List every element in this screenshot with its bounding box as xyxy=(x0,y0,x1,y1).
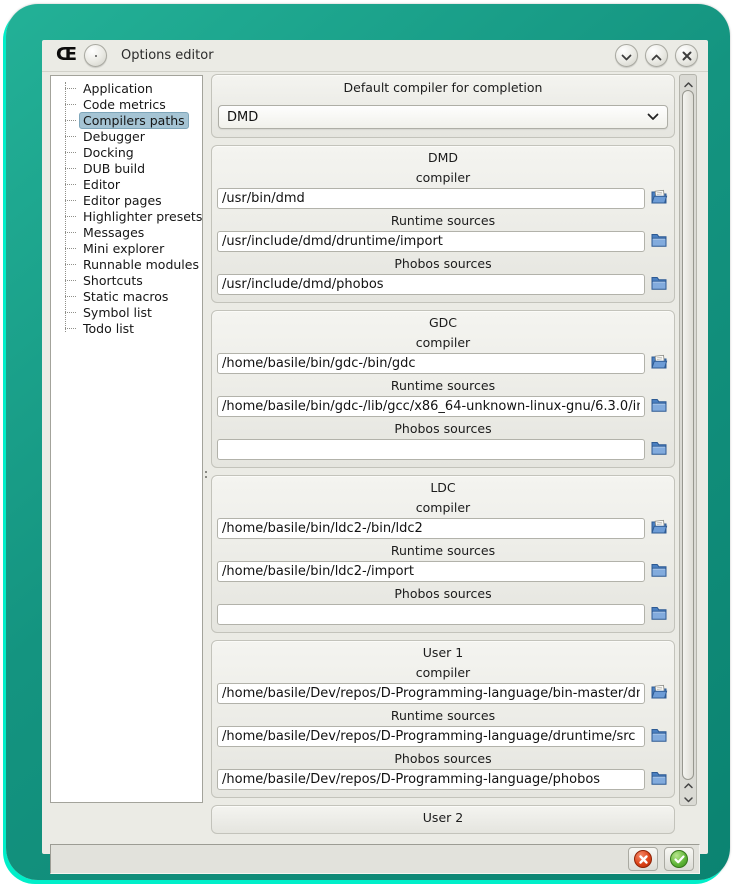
field-row xyxy=(217,438,669,460)
folder-icon xyxy=(651,728,667,745)
close-icon xyxy=(682,46,692,65)
chevron-down-icon xyxy=(621,46,632,65)
sidebar-item-compilers-paths[interactable] xyxy=(65,112,202,128)
dmd-compiler-input[interactable] xyxy=(217,188,645,209)
dmd-runtime-sources-label: Runtime sources xyxy=(390,213,496,228)
sidebar-splitter[interactable] xyxy=(203,75,211,803)
sidebar-item-debugger[interactable] xyxy=(65,128,202,144)
sidebar-item-label: Todo list xyxy=(83,320,135,336)
gdc-compiler-input[interactable] xyxy=(217,353,645,374)
default-compiler-combobox[interactable] xyxy=(218,105,668,129)
field-row xyxy=(217,273,669,295)
sidebar-item-label: Mini explorer xyxy=(83,240,165,256)
scroll-down-button[interactable] xyxy=(680,790,696,804)
tree-line-icon xyxy=(65,88,76,89)
dmd-phobos-sources-input[interactable] xyxy=(217,274,645,295)
sidebar-item-application[interactable] xyxy=(65,80,202,96)
group-title: User 1 xyxy=(422,645,464,660)
dmd-compiler-label: compiler xyxy=(415,170,471,185)
field-row xyxy=(217,603,669,625)
gdc-compiler-label: compiler xyxy=(415,335,471,350)
ldc-phobos-sources-input[interactable] xyxy=(217,604,645,625)
window-frame xyxy=(6,4,730,880)
chevron-up-icon xyxy=(651,46,662,65)
open-file-icon xyxy=(651,685,667,702)
tree-line-icon xyxy=(65,168,76,169)
sidebar-item-label: Symbol list xyxy=(83,304,152,320)
group-title: LDC xyxy=(430,480,456,495)
sidebar-item-editor[interactable] xyxy=(65,176,202,192)
dmd-phobos-sources-label: Phobos sources xyxy=(394,256,492,271)
chevron-down-icon xyxy=(684,788,693,807)
field-row xyxy=(217,560,669,582)
browse-folder-button[interactable] xyxy=(649,605,669,623)
open-file-icon xyxy=(651,190,667,207)
scroll-bottom-buttons xyxy=(680,776,696,804)
main-scrollbar[interactable] xyxy=(679,74,697,806)
tree-line-icon xyxy=(65,184,76,185)
tree-line-icon xyxy=(65,152,76,153)
tree-line-icon xyxy=(65,232,76,233)
group-ldc xyxy=(211,475,675,633)
titlebar[interactable] xyxy=(42,40,708,72)
group-user-2 xyxy=(211,805,675,834)
minimize-button[interactable] xyxy=(615,44,638,67)
sidebar-item-label: Runnable modules xyxy=(83,256,199,272)
folder-icon xyxy=(651,233,667,250)
ldc-phobos-sources-label: Phobos sources xyxy=(394,586,492,601)
sidebar-item-label: Messages xyxy=(83,224,145,240)
gdc-runtime-sources-label: Runtime sources xyxy=(390,378,496,393)
user-1-phobos-sources-input[interactable] xyxy=(217,769,645,790)
chevron-up-icon xyxy=(684,73,693,92)
options-panel xyxy=(211,74,675,825)
field-row xyxy=(217,768,669,790)
browse-folder-button[interactable] xyxy=(649,232,669,250)
sidebar-list xyxy=(51,76,202,336)
tree-line-icon xyxy=(65,328,76,329)
content-area xyxy=(42,72,708,854)
group-gdc xyxy=(211,310,675,468)
open-file-button[interactable] xyxy=(649,684,669,702)
open-file-icon xyxy=(651,520,667,537)
accept-button[interactable] xyxy=(664,847,694,871)
scroll-up-button[interactable] xyxy=(680,75,696,89)
tree-line-icon xyxy=(65,216,76,217)
category-sidebar xyxy=(50,75,203,803)
tree-line-icon xyxy=(65,296,76,297)
browse-folder-button[interactable] xyxy=(649,770,669,788)
tree-line-icon xyxy=(65,200,76,201)
user-1-runtime-sources-label: Runtime sources xyxy=(390,708,496,723)
dialog-footer xyxy=(50,844,700,874)
chevron-down-icon xyxy=(647,113,659,121)
field-row xyxy=(217,187,669,209)
tree-line-icon xyxy=(65,264,76,265)
sidebar-item-mini-explorer[interactable] xyxy=(65,240,202,256)
user-1-compiler-input[interactable] xyxy=(217,683,645,704)
window-controls xyxy=(615,44,698,67)
sidebar-item-label: Code metrics xyxy=(83,96,166,112)
sidebar-item-editor-pages[interactable] xyxy=(65,192,202,208)
browse-folder-button[interactable] xyxy=(649,727,669,745)
group-title: GDC xyxy=(428,315,458,330)
ldc-compiler-label: compiler xyxy=(415,500,471,515)
group-default-compiler xyxy=(211,74,675,138)
sidebar-item-label: Highlighter presets xyxy=(83,208,203,224)
user-1-runtime-sources-input[interactable] xyxy=(217,726,645,747)
browse-folder-button[interactable] xyxy=(649,397,669,415)
folder-icon xyxy=(651,563,667,580)
cancel-icon xyxy=(634,850,652,868)
dot-icon xyxy=(95,55,97,57)
sidebar-item-label: Debugger xyxy=(83,128,145,144)
open-file-button[interactable] xyxy=(649,519,669,537)
coedit-logo-icon: Œ xyxy=(56,44,77,65)
accept-icon xyxy=(670,850,688,868)
ldc-compiler-input[interactable] xyxy=(217,518,645,539)
tree-line-icon xyxy=(65,120,76,121)
group-dmd xyxy=(211,145,675,303)
sidebar-item-docking[interactable] xyxy=(65,144,202,160)
sidebar-item-label: DUB build xyxy=(83,160,146,176)
splitter-grip-icon xyxy=(205,471,208,481)
field-row xyxy=(217,517,669,539)
ldc-runtime-sources-label: Runtime sources xyxy=(390,543,496,558)
browse-folder-button[interactable] xyxy=(649,275,669,293)
sidebar-item-code-metrics[interactable] xyxy=(65,96,202,112)
folder-icon xyxy=(651,398,667,415)
group-user-1 xyxy=(211,640,675,798)
sidebar-item-label: Compilers paths xyxy=(79,112,189,129)
maximize-button[interactable] xyxy=(645,44,668,67)
window-menu-button[interactable] xyxy=(84,44,107,67)
sidebar-item-label: Docking xyxy=(83,144,134,160)
ldc-runtime-sources-input[interactable] xyxy=(217,561,645,582)
tree-line-icon xyxy=(65,312,76,313)
folder-icon xyxy=(651,771,667,788)
sidebar-item-label: Editor xyxy=(83,176,120,192)
sidebar-item-todo-list[interactable] xyxy=(65,320,202,336)
sidebar-item-runnable-modules[interactable] xyxy=(65,256,202,272)
cancel-button[interactable] xyxy=(628,847,658,871)
window-title: Options editor xyxy=(121,48,214,63)
field-row xyxy=(217,352,669,374)
combobox-value: DMD xyxy=(227,109,259,125)
user-1-compiler-label: compiler xyxy=(415,665,471,680)
sidebar-item-symbol-list[interactable] xyxy=(65,304,202,320)
group-title: User 2 xyxy=(422,810,464,825)
sidebar-item-messages[interactable] xyxy=(65,224,202,240)
compiler-groups xyxy=(211,145,675,834)
tree-line-icon xyxy=(65,104,76,105)
gdc-phobos-sources-label: Phobos sources xyxy=(394,421,492,436)
sidebar-item-shortcuts[interactable] xyxy=(65,272,202,288)
open-file-button[interactable] xyxy=(649,189,669,207)
user-1-phobos-sources-label: Phobos sources xyxy=(394,751,492,766)
close-button[interactable] xyxy=(675,44,698,67)
field-row xyxy=(217,682,669,704)
gdc-phobos-sources-input[interactable] xyxy=(217,439,645,460)
tree-line-icon xyxy=(65,248,76,249)
field-row xyxy=(217,230,669,252)
options-editor-window xyxy=(42,40,708,854)
sidebar-item-label: Static macros xyxy=(83,288,169,304)
tree-line-icon xyxy=(65,280,76,281)
tree-line-icon xyxy=(65,136,76,137)
field-row xyxy=(217,725,669,747)
folder-icon xyxy=(651,441,667,458)
folder-icon xyxy=(651,276,667,293)
group-title: Default compiler for completion xyxy=(343,80,543,95)
field-row xyxy=(217,395,669,417)
browse-folder-button[interactable] xyxy=(649,440,669,458)
dmd-runtime-sources-input[interactable] xyxy=(217,231,645,252)
sidebar-item-static-macros[interactable] xyxy=(65,288,202,304)
sidebar-item-dub-build[interactable] xyxy=(65,160,202,176)
sidebar-item-label: Shortcuts xyxy=(83,272,143,288)
open-file-icon xyxy=(651,355,667,372)
gdc-runtime-sources-input[interactable] xyxy=(217,396,645,417)
group-title: DMD xyxy=(427,150,459,165)
browse-folder-button[interactable] xyxy=(649,562,669,580)
scrollbar-thumb[interactable] xyxy=(682,90,694,780)
folder-icon xyxy=(651,606,667,623)
sidebar-item-highlighter-presets[interactable] xyxy=(65,208,202,224)
sidebar-item-label: Application xyxy=(83,80,153,96)
open-file-button[interactable] xyxy=(649,354,669,372)
sidebar-item-label: Editor pages xyxy=(83,192,162,208)
